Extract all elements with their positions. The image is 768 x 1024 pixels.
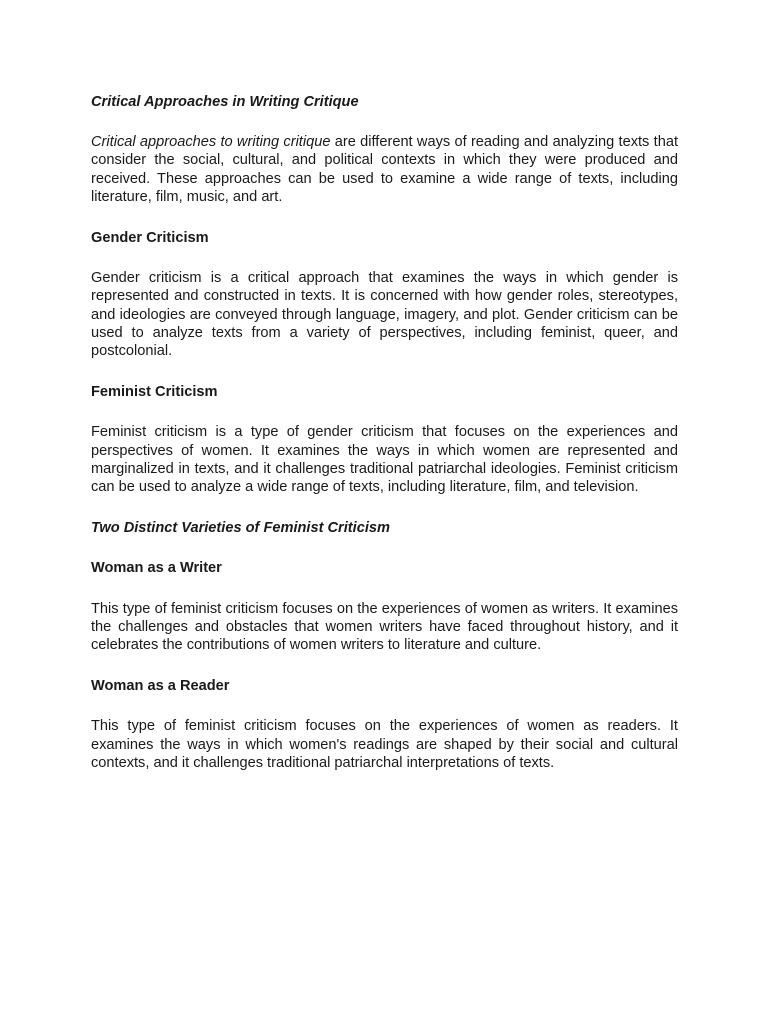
intro-rest: are different ways of reading and analyzing texts that consider the social, cultural, and political contexts in which they were produced and received. These approaches can be used to examine a wide range of texts, including literature, film, music, and art. [91, 134, 678, 205]
section-body-gender-criticism: Gender criticism is a critical approach that examines the ways in which gender is represented and constructed in texts. It is concerned with how gender roles, stereotypes, and ideologies are conveyed through language, imagery, and plot. Gender criticism can be used to analyze texts from a variety of perspectives, including feminist, queer, and postcolonial. [91, 270, 678, 360]
variety-heading-woman-as-writer: Woman as a Writer [91, 560, 222, 577]
variety-heading-woman-as-reader: Woman as a Reader [91, 678, 230, 695]
variety-body-woman-as-writer: This type of feminist criticism focuses on the experiences of women as writers. It examines the challenges and obstacles that women writers have faced throughout history, and it celebrates the contributions of women writers to literature and culture. [91, 600, 678, 654]
intro-paragraph [91, 133, 678, 206]
document-page [91, 93, 678, 772]
varieties-heading: Two Distinct Varieties of Feminist Criticism [91, 520, 390, 537]
document-title: Critical Approaches in Writing Critique [91, 94, 359, 110]
section-heading-feminist-criticism: Feminist Criticism [91, 384, 218, 401]
intro-lead: Critical approaches to writing critique [91, 134, 331, 151]
section-heading-gender-criticism: Gender Criticism [91, 230, 209, 247]
section-body-feminist-criticism: Feminist criticism is a type of gender criticism that focuses on the experiences and perspectives of women. It examines the ways in which women are represented and marginalized in texts, and it challenges traditional patriarchal ideologies. Feminist criticism can be used to analyze a wide range of texts, including literature, film, and television. [91, 424, 678, 496]
variety-body-woman-as-reader: This type of feminist criticism focuses on the experiences of women as readers. It examines the ways in which women's readings are shaped by their social and cultural contexts, and it challenges traditional patriarchal interpretations of texts. [91, 718, 678, 771]
